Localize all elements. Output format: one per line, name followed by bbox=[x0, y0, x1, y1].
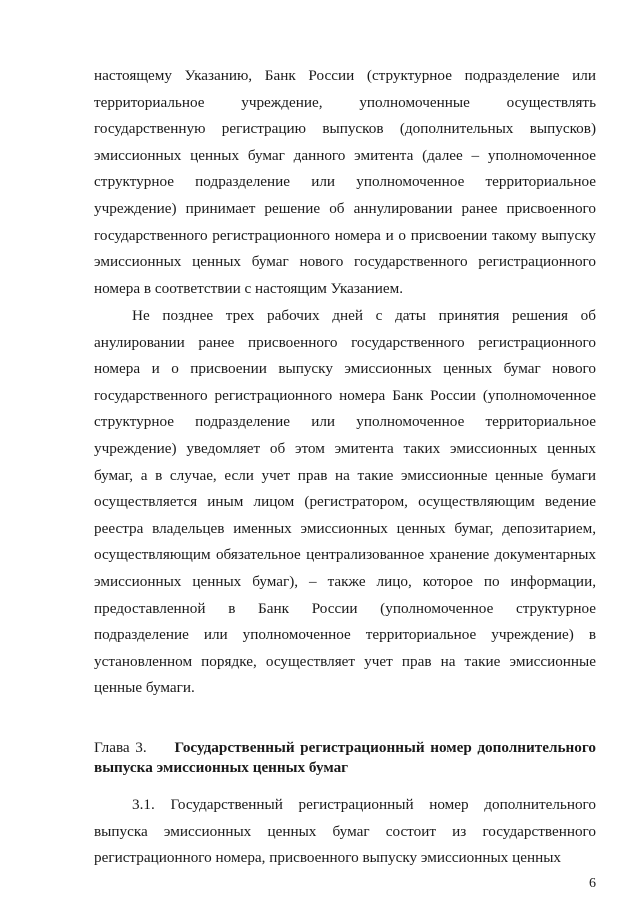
body-paragraph-3: 3.1. Государственный регистрационный номер дополнительного выпуска эмиссионных ценных бумаг состоит из государственного регистрационного номера, присвоенного выпуску эмиссионных ценных bbox=[94, 796, 596, 867]
chapter-title: Государственный регистрационный номер дополнительного выпуска эмиссионных ценных бумаг bbox=[94, 739, 597, 776]
chapter-label: Глава 3. bbox=[94, 739, 147, 756]
body-paragraph-1: настоящему Указанию, Банк России (структурное подразделение или территориальное учреждение, уполномоченные осуществлять государственную регистрацию выпусков (дополнительных выпусков) эмиссионных ценных бумаг данного эмитента (далее – уполномоченное структурное подразделение или уполномоченное территориальное учреждение) принимает решение об аннулировании ранее присвоенного государственного регистрационного номера и о присвоении такому выпуску эмиссионных ценных бумаг нового государственного регистрационного номера в соответствии с настоящим Указанием. bbox=[94, 67, 596, 297]
page-number: 6 bbox=[589, 876, 596, 891]
body-paragraph-2: Не позднее трех рабочих дней с даты принятия решения об анулировании ранее присвоенного государственного регистрационного номера и о присвоении выпуску эмиссионных ценных бумаг нового государственного регистрационного номера Банк России (уполномоченное структурное подразделение или уполномоченное территориальное учреждение) уведомляет об этом эмитента таких эмиссионных ценных бумаг, а в случае, если учет прав на такие эмиссионные ценные бумаги осуществляется иным лицом (регистратором, осуществляющим ведение реестра владельцев именных эмиссионных ценных бумаг, депозитарием, осуществляющим обязательное централизованное хранение документарных эмиссионных ценных бумаг), – также лицо, которое по информации, предоставленной в Банк России (уполномоченное структурное подразделение или уполномоченное территориальное учреждение) в установленном порядке, осуществляет учет прав на такие эмиссионные ценные бумаги. bbox=[94, 307, 596, 697]
chapter-heading bbox=[94, 738, 596, 778]
